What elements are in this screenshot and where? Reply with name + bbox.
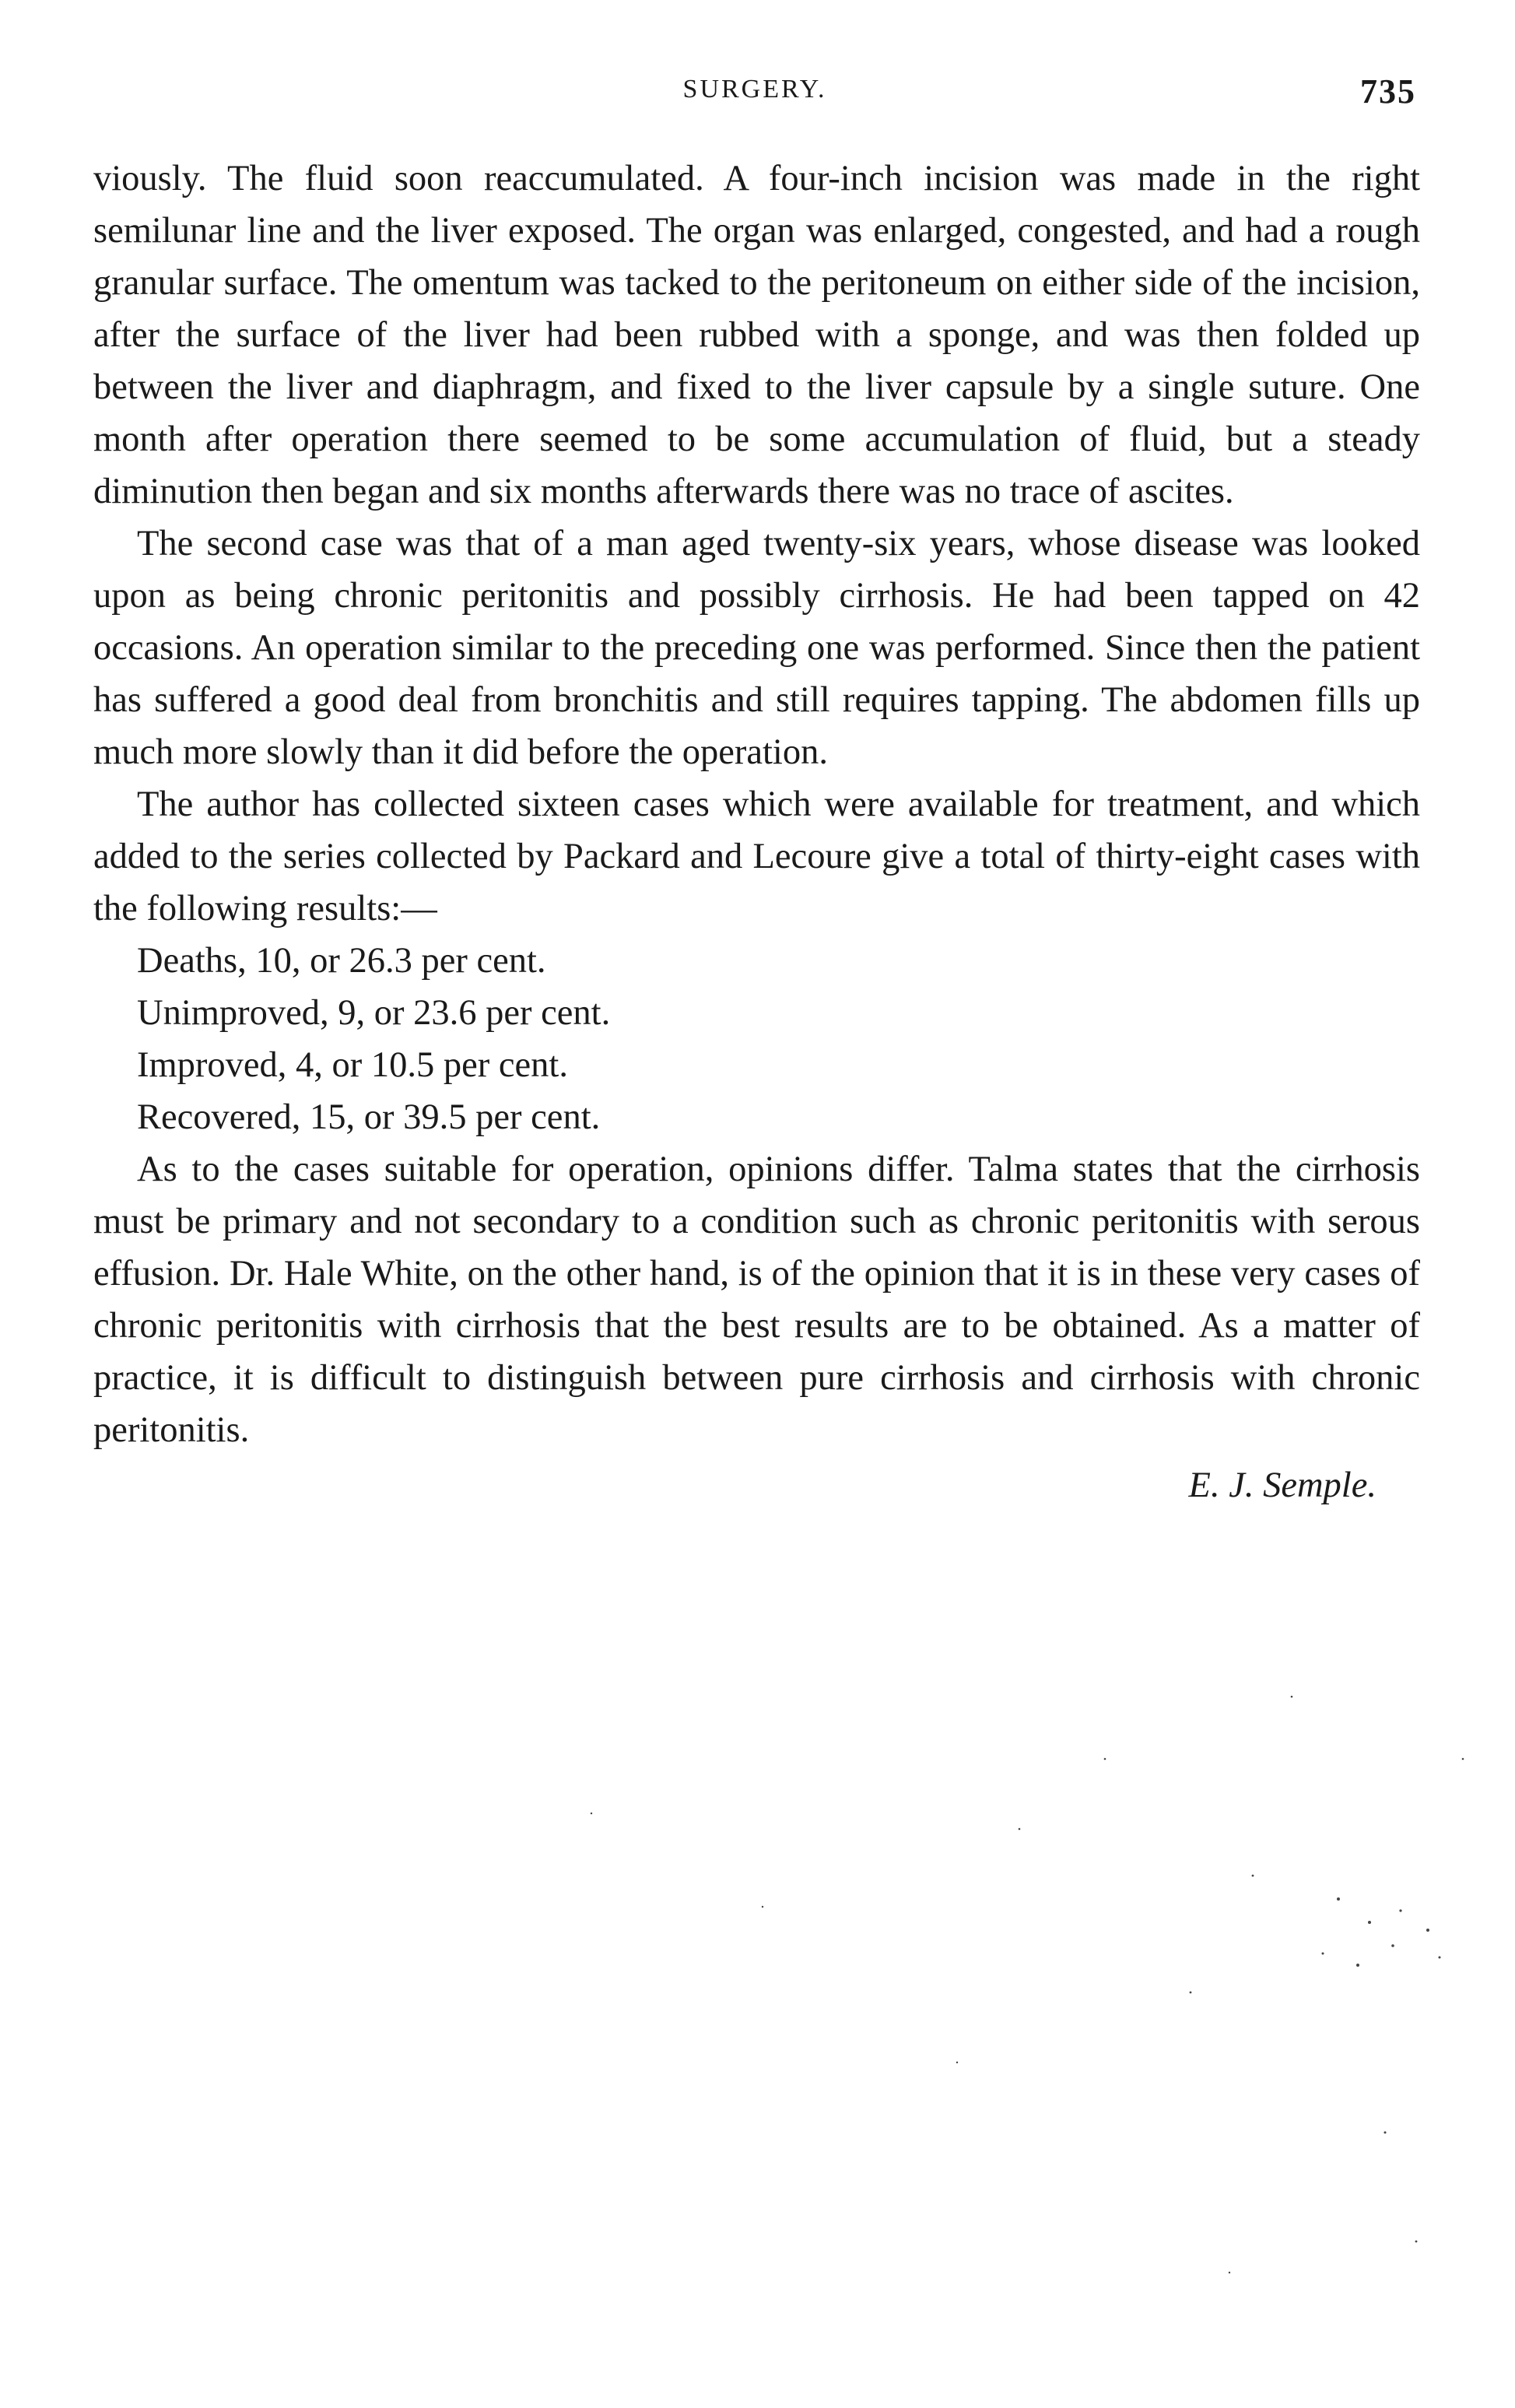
paragraph-opinions: As to the cases suitable for operation, opinions differ. Talma states that the cirrhosis must be primary and not secondary to a condition such as chronic peritonitis with serous effusion. Dr. Hale White, on the other hand, is of the opinion that it is in these very cases of chronic peritonitis with cirrhosis that the best results are to be obtained. As a matter of practice, it is difficult to distinguish between pure cirrhosis and cirrhosis with chronic peritonitis.: [93, 1150, 1420, 1450]
article-body: [93, 153, 1420, 1511]
result-improved: Improved, 4, or 10.5 per cent.: [137, 1045, 568, 1085]
page-number: 735: [1360, 72, 1416, 111]
running-head: SURGERY.: [682, 75, 827, 104]
paragraph-continuation: viously. The fluid soon reaccumulated. A four-inch incision was made in the right semilunar line and the liver exposed. The organ was enlarged, congested, and had a rough granular surface. The omentum was tacked to the peritoneum on either side of the incision, after the surface of the liver had been rubbed with a sponge, and was then folded up between the liver and diaphragm, and fixed to the liver capsule by a single suture. One month after operation there seemed to be some accumulation of fluid, but a steady diminution then began and six months afterwards there was no trace of ascites.: [93, 159, 1420, 511]
result-recovered: Recovered, 15, or 39.5 per cent.: [137, 1097, 601, 1137]
page-header: [93, 72, 1416, 121]
paragraph-second-case: The second case was that of a man aged twenty-six years, whose disease was looked upon as being chronic peritonitis and possibly cirrhosis. He had been tapped on 42 occasions. An operation similar to the preceding one was performed. Since then the patient has suffered a good deal from bronchitis and still requires tapping. The abdomen fills up much more slowly than it did before the operation.: [93, 524, 1420, 772]
paragraph-author-collection: The author has collected sixteen cases which were available for treatment, and which added to the series collected by Packard and Lecoure give a total of thirty-eight cases with the following results:—: [93, 785, 1420, 928]
result-deaths: Deaths, 10, or 26.3 per cent.: [137, 941, 546, 981]
result-unimproved: Unimproved, 9, or 23.6 per cent.: [137, 993, 611, 1033]
author-signature: E. J. Semple.: [1188, 1466, 1376, 1505]
results-list: [93, 935, 1420, 1143]
